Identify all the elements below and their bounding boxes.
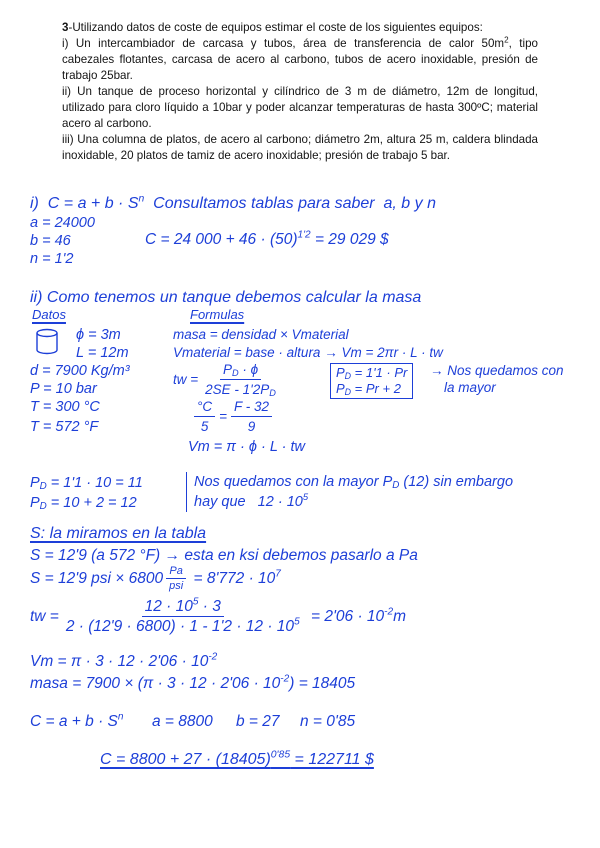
- celsius-fraction: [194, 398, 215, 435]
- cost-n-value: n = 0'85: [300, 713, 356, 730]
- pa-unit: Pa: [166, 565, 185, 579]
- fahrenheit-denominator: 9: [247, 419, 256, 434]
- problem-item-i-text-a: i) Un intercambiador de carcasa y tubos, área de transferencia de calor 50m: [62, 37, 505, 50]
- mayor-pd-note: [186, 472, 513, 512]
- celsius-denominator: 5: [200, 419, 209, 434]
- thickness-fraction: [63, 598, 303, 635]
- volume-material-exponent: -2: [208, 651, 218, 663]
- design-pressure-option-1: [336, 365, 407, 381]
- mayor-pd-note-text-a: Nos quedamos con la mayor P: [194, 474, 393, 490]
- section-i-calc-a: C = 24 000 + 46 · (50): [145, 231, 298, 248]
- thickness-numerator-a: 12 · 10: [144, 598, 193, 615]
- mayor-pd-note-line1: [194, 472, 513, 492]
- pd-subscript-d: D: [39, 500, 47, 512]
- cost-formula-exponent: n: [117, 711, 124, 723]
- fahrenheit-numerator: F - 32: [231, 398, 272, 417]
- problem-number: 3: [62, 21, 69, 34]
- section-i-calc-result: = 29 029 $: [310, 231, 389, 248]
- box-note: [430, 362, 564, 396]
- formulas-title: Formulas: [190, 307, 245, 322]
- formula-masa: masa = densidad × Vmaterial: [173, 327, 349, 342]
- volume-material-calc-a: Vm = π · 3 · 12 · 2'06 · 10: [30, 653, 209, 670]
- formula-tw-denominator-text: 2SE - 1'2P: [205, 382, 270, 397]
- mayor-pd-note-exponent: 5: [302, 490, 309, 502]
- box-note-line1: → Nos quedamos con: [430, 363, 564, 378]
- celsius-numerator: °C: [194, 398, 215, 417]
- cylinder-sketch: [35, 328, 59, 356]
- length-value: L = 12m: [76, 345, 129, 361]
- pd-subscript-d: D: [231, 367, 239, 378]
- cost-a-value: a = 8800: [152, 713, 213, 730]
- problem-intro: [62, 20, 538, 36]
- problem-item-ii: ii) Un tanque de proceso horizontal y cilíndrico de 3 m de diámetro, 12m de longitud, utilizado para cloro líquido a 10bar y poder alcanzar temperaturas de hasta 300ºC; material acero al carbono.: [62, 85, 538, 130]
- thickness-numerator-b: · 3: [198, 598, 221, 615]
- pd-symbol-p: P: [336, 365, 345, 380]
- formula-tw-denominator: [202, 380, 279, 398]
- datos-title: Datos: [32, 307, 66, 322]
- pd-subscript-d: D: [39, 480, 47, 492]
- problem-item-i-superscript: 2: [504, 35, 509, 45]
- formula-tw-lhs: tw =: [173, 371, 199, 387]
- section-i-a-value: a = 24000: [30, 215, 95, 231]
- thickness-numerator: [142, 598, 224, 617]
- section-i-heading-a: i) C = a + b · S: [30, 195, 139, 212]
- mass-calc-exponent: -2: [280, 673, 290, 685]
- design-pressure-option-1-rest: = 1'1 · Pr: [351, 365, 408, 380]
- pd-symbol-p: P: [30, 495, 40, 511]
- volume-material-calc: [30, 652, 217, 671]
- pd-subscript-d: D: [344, 370, 352, 381]
- stress-line-2-a: S = 12'9 psi × 6800: [30, 570, 164, 587]
- mayor-pd-note-text-c: hay que 12 · 10: [194, 494, 303, 510]
- mayor-pd-note-line2: [194, 492, 513, 512]
- design-pressure-calc-1-rest: = 1'1 · 10 = 11: [46, 475, 143, 491]
- temperature-celsius-value: T = 300 °C: [30, 399, 100, 415]
- section-i-n-value: n = 1'2: [30, 251, 74, 267]
- thickness-calculation: [30, 598, 406, 635]
- design-pressure-option-2: [336, 381, 407, 397]
- thickness-result-unit: m: [393, 608, 407, 625]
- final-cost-exponent: 0'85: [270, 749, 291, 761]
- mass-calc-a: masa = 7900 × (π · 3 · 12 · 2'06 · 10: [30, 675, 281, 692]
- problem-item-iii: iii) Una columna de platos, de acero al carbono; diámetro 2m, altura 25 m, caldera blindada inoxidable, 20 platos de tamiz de acero inoxidable; presión de trabajo 5 bar.: [62, 133, 538, 162]
- section-i-heading-exponent: n: [138, 193, 145, 205]
- pa-per-psi-fraction: [166, 565, 186, 592]
- formula-tw-fraction: [202, 361, 279, 398]
- thickness-lhs: tw =: [30, 608, 59, 625]
- problem-item-i-text-b: , tipo cabezales flotantes, carcasa de acero al carbono, tubos de acero inoxidable, presión de trabajo 25bar.: [62, 37, 538, 82]
- box-note-line2: la mayor: [444, 380, 496, 395]
- problem-item-i: [62, 36, 538, 84]
- final-cost-a: C = 8800 + 27 · (18405): [100, 751, 271, 768]
- stress-heading: S: la miramos en la tabla: [30, 525, 207, 542]
- thickness-result: [307, 607, 406, 626]
- design-pressure-calc-2: [30, 494, 137, 512]
- pd-symbol-p: P: [336, 381, 345, 396]
- stress-line-2-result-text: = 8'772 · 10: [189, 570, 276, 587]
- cost-b-value: b = 27: [236, 713, 280, 730]
- design-pressure-box: [330, 363, 413, 399]
- temperature-conversion: [190, 398, 276, 435]
- cost-formula-a: C = a + b · S: [30, 713, 118, 730]
- section-i-b-value: b = 46: [30, 233, 71, 249]
- stress-line-2: [30, 565, 281, 592]
- thickness-result-a: = 2'06 · 10: [306, 608, 385, 625]
- thickness-numerator-exponent: 5: [192, 596, 199, 608]
- thickness-denominator: [63, 617, 303, 635]
- stress-line-2-exponent: 7: [275, 568, 281, 580]
- thickness-denominator-a: 2 · (12'9 · 6800) · 1 - 1'2 · 12 · 10: [65, 618, 295, 635]
- formula-tw-numerator: [220, 361, 261, 380]
- formula-tw-numerator-rest: · ϕ: [238, 362, 259, 377]
- formula-vmaterial: Vmaterial = base · altura → Vm = 2πr · L · tw: [173, 345, 443, 360]
- section-i-heading-b: Consultamos tablas para saber a, b y n: [144, 195, 436, 212]
- cost-formula: [30, 712, 124, 731]
- stress-line-1: S = 12'9 (a 572 °F) → esta en ksi debemos pasarlo a Pa: [30, 547, 418, 564]
- section-i-calc-exponent: 1'2: [297, 229, 311, 241]
- pressure-value: P = 10 bar: [30, 381, 97, 397]
- section-ii-heading: ii) Como tenemos un tanque debemos calcular la masa: [30, 289, 422, 306]
- section-i-heading: [30, 194, 436, 214]
- final-cost-result: = 122711 $: [290, 751, 374, 768]
- density-value: d = 7900 Kg/m³: [30, 363, 130, 379]
- fahrenheit-fraction: [231, 398, 272, 435]
- mayor-pd-note-text-b: (12) sin embargo: [399, 474, 514, 490]
- design-pressure-calc-2-rest: = 10 + 2 = 12: [46, 495, 137, 511]
- final-cost: [100, 750, 374, 770]
- mass-calc-result: ) = 18405: [289, 675, 356, 692]
- pd-subscript-d: D: [344, 386, 352, 397]
- pd-symbol-p: P: [30, 475, 40, 491]
- thickness-denominator-exponent: 5: [294, 616, 300, 628]
- pd-subscript-d: D: [269, 387, 276, 398]
- mass-calc: [30, 674, 355, 693]
- psi-unit: psi: [169, 580, 184, 592]
- formula-tw: [173, 361, 283, 398]
- temperature-equals: =: [219, 408, 228, 424]
- pd-subscript-d: D: [392, 479, 400, 491]
- stress-line-2-result: [189, 569, 281, 588]
- section-i-cost-calculation: [145, 230, 389, 249]
- problem-statement: [62, 20, 538, 164]
- design-pressure-calc-1: [30, 474, 143, 492]
- problem-intro-text: -Utilizando datos de coste de equipos estimar el coste de los siguientes equipos:: [68, 21, 483, 34]
- thickness-result-exponent: -2: [384, 606, 394, 618]
- design-pressure-option-2-rest: = Pr + 2: [351, 381, 401, 396]
- temperature-fahrenheit-value: T = 572 °F: [30, 419, 99, 435]
- diameter-value: ϕ = 3m: [76, 327, 121, 343]
- pd-symbol-p: P: [222, 362, 232, 377]
- formula-vm: Vm = π · ϕ · L · tw: [188, 439, 306, 455]
